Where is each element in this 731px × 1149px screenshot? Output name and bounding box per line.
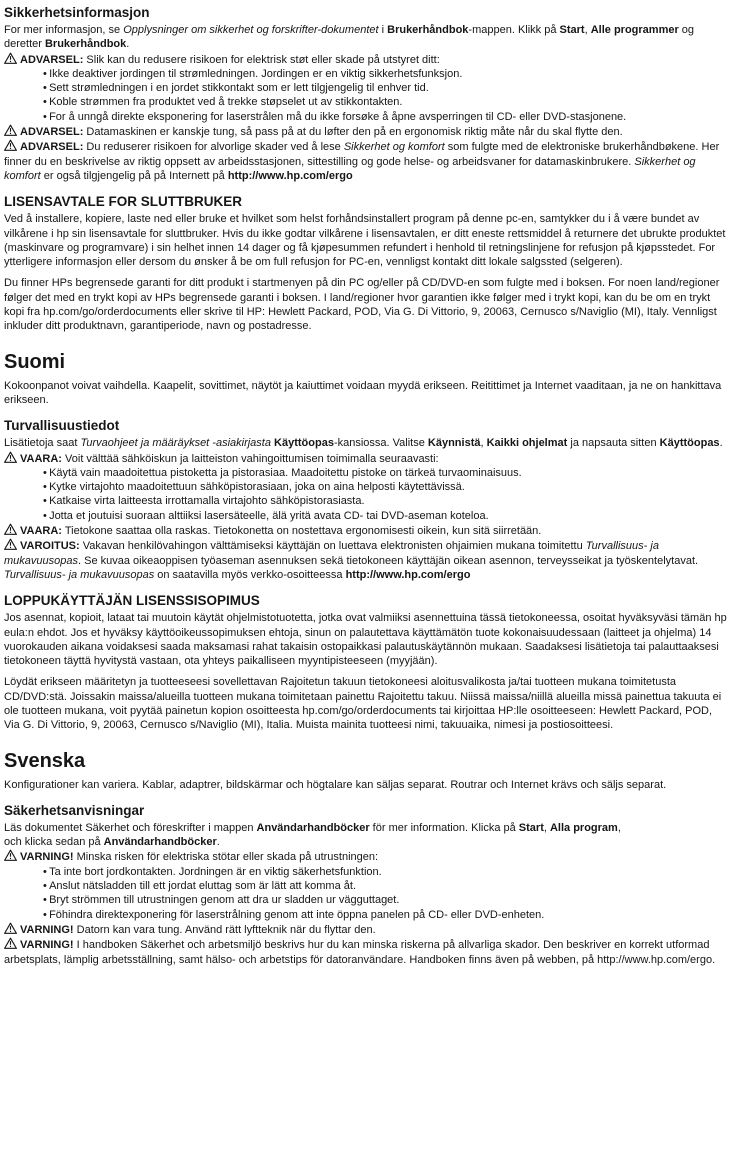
text-run: Anslut nätsladden till ett jordat eluttag som är lätt att komma åt. (49, 880, 356, 893)
text-run: Käynnistä (427, 437, 481, 450)
bullet-marker: • (43, 894, 47, 907)
warning-triangle-icon (4, 922, 17, 934)
text-run: Alle programmer (590, 24, 679, 36)
paragraph (4, 436, 727, 450)
text-run: Tietokone saattaa olla raskas. Tietokonetta on nostettava ergonomisesti oikein, kun sitä siirretään. (64, 525, 542, 538)
text-run: som fulgte med de elektroniske brukerhåndbøkene. Her finner du en beskrivelse av riktig oppsett av arbeidsstasjonen, sittestilling og gode helse- og arbeidsvaner for datamaskinbrukere. (4, 141, 720, 168)
warning-paragraph (4, 451, 727, 466)
text-run: . (719, 437, 723, 450)
text-run: og deretter (4, 24, 695, 51)
warning-triangle-icon (4, 52, 17, 64)
bullet-item (4, 95, 727, 109)
text-run: I handboken Säkerhet och arbetsmiljö beskrivs hur du kan minska riskerna på allvarliga skador. Den beskriver en korrekt utformad arbetsplats, lämplig arbetsställning, samt hälso- och arbetstips för datoranvändare. Handboken finns även på webben, på http://www.hp.com/ergo. (4, 939, 716, 966)
text-run: For mer informasjon, se (4, 24, 124, 36)
paragraph (4, 611, 727, 668)
bullet-marker: • (43, 67, 47, 80)
text-run: Alla program (549, 821, 618, 834)
text-run: Du finner HPs begrensede garanti for ditt produkt i startmenyen på din PC og/eller på CD/DVD-en som fulgte med i boksen. For noen land/regioner følger det med en trykt kopi av HPs begrensede garanti i boksen. I land/regioner hvor garantien ikke følger med i trykt kopi, kan du be om en trykt kopi fra hp.com/go/orderdocuments eller skrive til HP: Hewlett Packard, POD, Via G. Di Vittorio, 9, 20063, Cernusco s/Naviglio (MI), Italy. Vennligst inkluder ditt produktnavn, garantiperiode, navn og postadresse. (4, 277, 720, 333)
section-heading: Sikkerhetsinformasjon (4, 5, 150, 20)
bullet-list (4, 67, 727, 124)
warning-paragraph (4, 139, 727, 183)
text-run: Brukerhåndbok (44, 38, 127, 51)
text-run: Opplysninger om sikkerhet og forskrifter-dokumentet (123, 24, 379, 36)
warning-triangle-icon (4, 937, 17, 949)
text-run: Konfigurationer kan variera. Kablar, adaptrer, bildskärmar och högtalare kan säljas separat. Routrar och Internet krävs och säljs separat. (4, 778, 667, 791)
text-run: Turvaohjeet ja määräykset -asiakirjasta (80, 437, 271, 450)
bullet-marker: • (43, 481, 47, 494)
warning-label: VAARA: (20, 452, 62, 465)
text-run: , (543, 821, 550, 834)
warning-paragraph (4, 538, 727, 582)
bullet-marker: • (43, 865, 47, 878)
warning-label: VARNING! (20, 939, 74, 952)
bullet-item (4, 67, 727, 81)
text-run: Käyttöopas (274, 437, 334, 450)
bullet-item (4, 509, 727, 523)
text-run: Användarhandböcker (256, 821, 370, 834)
text-run: , (617, 821, 621, 834)
text-run: Katkaise virta laitteesta irrottamalla virtajohto sähköpistorasiasta. (49, 495, 365, 508)
text-run: , (584, 24, 591, 36)
text-run: Kokoonpanot voivat vaihdella. Kaapelit, sovittimet, näytöt ja kaiuttimet voidaan myydä erikseen. Reitittimet ja Internet vaaditaan, ja ne on hankittava erikseen. (4, 379, 722, 406)
bullet-item (4, 908, 727, 922)
text-run: Minska risken för elektriska stötar eller skada på utrustningen: (76, 851, 379, 864)
bullet-marker: • (43, 509, 47, 522)
text-run: , (480, 437, 487, 450)
bullet-item (4, 81, 727, 95)
bullet-marker: • (43, 82, 47, 95)
warning-triangle-icon (4, 451, 17, 463)
warning-triangle-icon (4, 124, 17, 136)
text-run: on saatavilla myös verkko-osoitteessa (154, 568, 346, 581)
bullet-list (4, 466, 727, 523)
section-heading: LISENSAVTALE FOR SLUTTBRUKER (4, 194, 242, 210)
text-run: Ved å installere, kopiere, laste ned eller bruke et hvilket som helst forhåndsinstallert program på denne pc-en, samtykker du i å være bundet av vilkårene i hp sin lisensavtale for sluttbruker. Hvis du ikke godtar vilkårene i lisensavtalen, er ditt eneste rettsmiddel å returnere det ubrukte produktet (maskinvare og programvare) i sin helhet innen 14 dager og få kjøpesummen refundert i henhold til retningslinjene for refusjon på kjøpsstedet. For ytterligere informasjon eller dersom du ønsker å be om full refusjon for PC-en, vennligst kontakt ditt lokale salgssted (selgeren). (4, 213, 726, 269)
bullet-item (4, 494, 727, 508)
text-run: -kansiossa. Valitse (333, 437, 428, 450)
warning-label: ADVARSEL: (20, 53, 84, 66)
bullet-item (4, 893, 727, 907)
text-run: Käytä vain maadoitettua pistoketta ja pistorasiaa. Maadoitettu pistoke on tärkeä turvaominaisuus. (49, 466, 522, 479)
section-heading: LOPPUKÄYTTÄJÄN LISENSSISOPIMUS (4, 593, 260, 609)
bullet-marker: • (43, 495, 47, 508)
paragraph (4, 821, 727, 850)
language-heading: Suomi (4, 350, 66, 373)
bullet-marker: • (43, 908, 47, 921)
text-run: ja napsauta sitten (567, 437, 660, 450)
warning-label: VAARA: (20, 525, 62, 538)
warning-paragraph (4, 124, 727, 139)
text-run: Ikke deaktiver jordingen til strømledningen. Jordingen er en viktig sikkerhetsfunksjon. (49, 67, 463, 80)
text-run: Kytke virtajohto maadoitettuun sähköpistorasiaan, joka on aina helposti käytettävissä. (49, 481, 465, 494)
bullet-item (4, 879, 727, 893)
bullet-item (4, 466, 727, 480)
warning-label: ADVARSEL: (20, 141, 84, 154)
section-heading: Säkerhetsanvisningar (4, 802, 145, 818)
paragraph (4, 212, 727, 269)
language-heading: Svenska (4, 749, 86, 772)
warning-triangle-icon (4, 523, 17, 535)
text-run: Sett strømledningen i en jordet stikkontakt som er lett tilgjengelig til enhver tid. (49, 82, 429, 95)
section-heading: Turvallisuustiedot (4, 418, 120, 434)
text-run: i (378, 24, 388, 36)
bullet-marker: • (43, 110, 47, 123)
text-run: For å unngå direkte eksponering for laserstrålen må du ikke forsøke å åpne avsperringen til CD- eller DVD-stasjonene. (49, 110, 627, 123)
text-run: Datamaskinen er kanskje tung, så pass på at du løfter den på en ergonomisk riktig måte når du skal flytte den. (86, 126, 623, 139)
text-run: Föhindra direktexponering för laserstrålning genom att inte öppna panelen på CD- eller DVD-enheten. (49, 908, 545, 921)
text-run: Lisätietoja saat (4, 437, 81, 450)
warning-triangle-icon (4, 139, 17, 151)
warning-triangle-icon (4, 849, 17, 861)
text-run: Kaikki ohjelmat (486, 437, 568, 450)
text-run: Datorn kan vara tung. Använd rätt lyftteknik när du flyttar den. (76, 923, 376, 936)
text-run: . (216, 836, 220, 849)
text-run: Löydät erikseen määritetyn ja tuotteeseesi sovellettavan Rajoitetun takuun tietokoneesi aloitusvalikosta ja/tai tuotteen mukana toimitetusta CD/DVD:stä. Joissakin maissa/alueilla tuotteen mukana toimitetaan painettu Rajoitettu takuu. Niissä maissa/niillä alueilla missä painettua takuuta ei ole tuotteen mukana, voit pyytää painetun kopion osoitteesta hp.com/go/orderdocuments tai kirjoittaa HP:lle osoitteeseen: Hewlett Packard, POD, Via G. Di Vittorio, 9, 20063, Cernusco s/Naviglio (MI), Italia. Muista mainita tuotteesi nimi, takuuaika, nimesi ja postiosoitteesi. (4, 676, 722, 732)
warning-label: VARNING! (20, 851, 74, 864)
warning-paragraph (4, 922, 727, 937)
warning-paragraph (4, 937, 727, 967)
text-run: Läs dokumentet Säkerhet och föreskrifter i mappen (4, 821, 257, 834)
paragraph (4, 778, 727, 792)
text-run: . Se kuvaa oikeaoppisen työaseman asennuksen sekä tietokoneen käyttäjän oikean asennon, terveysseikat ja työskentelytavat. (78, 554, 699, 567)
text-run: Start (518, 821, 544, 834)
warning-label: VAROITUS: (20, 540, 80, 553)
text-run: Jotta et joutuisi suoraan alttiiksi lasersäteelle, älä yritä avata CD- tai DVD-aseman koteloa. (49, 509, 489, 522)
bullet-list (4, 865, 727, 922)
text-run: . (126, 38, 130, 51)
bullet-item (4, 480, 727, 494)
url-text: http://www.hp.com/ergo (345, 568, 471, 581)
bullet-marker: • (43, 880, 47, 893)
text-run: Användarhandböcker (103, 836, 217, 849)
bullet-marker: • (43, 96, 47, 109)
text-run: Bryt strömmen till utrustningen genom att dra ur sladden ur vägguttaget. (49, 894, 400, 907)
warning-label: VARNING! (20, 923, 74, 936)
warning-triangle-icon (4, 538, 17, 550)
text-run: Ta inte bort jordkontakten. Jordningen är en viktig säkerhetsfunktion. (49, 865, 382, 878)
text-run: Turvallisuus- ja mukavuusopas (4, 540, 659, 567)
url-text: http://www.hp.com/ergo (227, 169, 353, 182)
paragraph (4, 379, 727, 408)
warning-label: ADVARSEL: (20, 126, 84, 139)
paragraph (4, 23, 727, 52)
text-run: Turvallisuus- ja mukavuusopas (4, 568, 155, 581)
paragraph (4, 276, 727, 333)
text-run: er også tilgjengelig på på Internett på (40, 169, 228, 182)
text-run: -mappen. Klikk på (468, 24, 560, 36)
text-run: Sikkerhet og komfort (343, 141, 445, 154)
text-run: Sikkerhet og komfort (4, 155, 696, 182)
warning-paragraph (4, 849, 727, 864)
text-run: Käyttöopas (659, 437, 720, 450)
text-run: och klicka sedan på (4, 836, 104, 849)
text-run: Slik kan du redusere risikoen for elektrisk støt eller skade på utstyret ditt: (86, 53, 440, 66)
paragraph (4, 675, 727, 732)
bullet-marker: • (43, 466, 47, 479)
text-run: Start (559, 24, 585, 36)
text-run: Du reduserer risikoen for alvorlige skader ved å lese (86, 141, 344, 154)
warning-paragraph (4, 523, 727, 538)
text-run: Koble strømmen fra produktet ved å trekke støpselet ut av stikkontakten. (49, 96, 403, 109)
text-run: Brukerhåndbok (387, 24, 469, 36)
text-run: Vakavan henkilövahingon välttämiseksi käyttäjän on luettava elektronisten ohjaimien mukana toimitettu (82, 540, 586, 553)
bullet-item (4, 865, 727, 879)
text-run: Voit välttää sähköiskun ja laitteiston vahingoittumisen toimimalla seuraavasti: (65, 452, 439, 465)
text-run: Jos asennat, kopioit, lataat tai muutoin käytät ohjelmistotuotetta, jotka ovat valmiiksi asennettuina tässä tietokoneessa, osoitat hyväksyväsi tämän hp eula:n ehdot. Jos et hyväksy käyttöoikeussopimuksen ehtoja, sinun on palautettava käyttämätön tuote kokonaisuudessaan (laitteet ja ohjelma) 14 vuorokauden aikana voidaksesi saada maksamasi rahat takaisin ostopaikkasi palautuskäytännön mukaan. Saadaksesi lisätietoja tai palauttaaksesi tietokoneen täyttä hyvitystä vastaan, ota yhteys paikalliseen myyntipisteeseen (myyjään). (4, 612, 727, 668)
warning-paragraph (4, 52, 727, 67)
text-run: för mer information. Klicka på (369, 821, 519, 834)
bullet-item (4, 110, 727, 124)
